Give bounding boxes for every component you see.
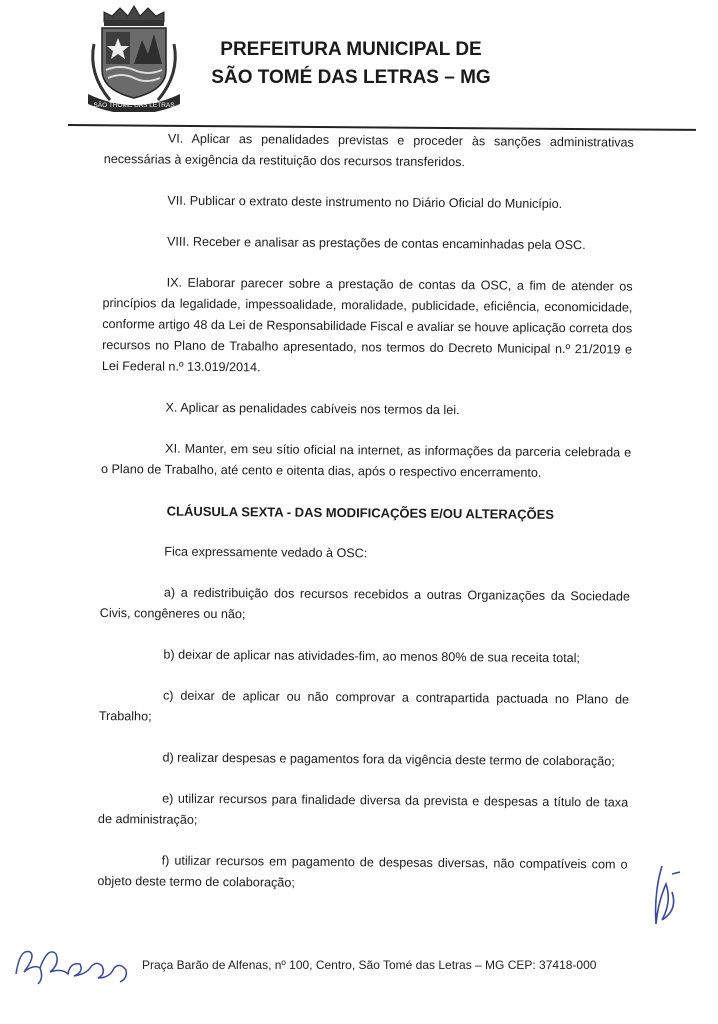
item-b: b) deixar de aplicar nas atividades-fim, ao menos 80% de sua receita total; bbox=[163, 647, 580, 666]
paragraph-x: X. Aplicar as penalidades cabíveis nos termos da lei. bbox=[165, 400, 460, 418]
header-title-line1: PREFEITURA MUNICIPAL DE bbox=[220, 39, 482, 60]
municipal-coat-of-arms bbox=[80, 4, 188, 112]
item-f: f) utilizar recursos em pagamento de despesas diversas, não compatíveis com o objeto deste termo de colaboração; bbox=[97, 853, 628, 890]
paragraph-vi: VI. Aplicar as penalidades previstas e proceder às sanções administrativas necessárias à exigência da restituição dos recursos transferidos. bbox=[103, 131, 634, 170]
section-heading: CLÁUSULA SEXTA - DAS MODIFICAÇÕES E/OU ALTERAÇÕES bbox=[166, 503, 555, 522]
paragraph-vii: VII. Publicar o extrato deste instrumento no Diário Oficial do Município. bbox=[167, 193, 563, 212]
paragraph-ix: IX. Elaborar parecer sobre a prestação de contas da OSC, a fim de atender os princípios da legalidade, impessoalidade, moralidade, publicidade, eficiência, economicidade, conforme artigo 48 da Lei de Responsabilidade Fiscal e avaliar se houve aplicação correta dos recursos no Plano de Trabalho apresentado, nos termos do Decreto Municipal n.º 21/2019 e Lei Federal n.º 13.019/2014. bbox=[101, 275, 633, 375]
header-title-line2: SÃO TOMÉ DAS LETRAS – MG bbox=[211, 67, 491, 88]
crest-ribbon-text: SÃO THOMÉ DAS LETRAS bbox=[93, 102, 175, 109]
paragraph-viii: VIII. Receber e analisar as prestações de contas encaminhadas pela OSC. bbox=[166, 234, 586, 253]
signature-left bbox=[10, 938, 140, 994]
intro-paragraph: Fica expressamente vedado à OSC: bbox=[164, 544, 368, 561]
paragraph-xi: XI. Manter, em seu sítio oficial na internet, as informações da parceria celebrada e o Plano de Trabalho, até cento e oitenta dias, após o respectivo encerramento. bbox=[100, 441, 632, 480]
signature-initials-right bbox=[632, 862, 688, 932]
item-c: c) deixar de aplicar ou não comprovar a contrapartida pactuada no Plano de Trabalho; bbox=[98, 688, 630, 724]
item-d: d) realizar despesas e pagamentos fora da vigência deste termo de colaboração; bbox=[162, 750, 615, 769]
item-e: e) utilizar recursos para finalidade diversa da prevista e despesas a título de taxa de administração; bbox=[97, 791, 629, 827]
header-title bbox=[196, 36, 506, 92]
document-body bbox=[97, 128, 634, 897]
item-a: a) a redistribuição dos recursos recebidos a outras Organizações da Sociedade Civis, congêneres ou não; bbox=[99, 585, 630, 622]
footer-address: Praça Barão de Alfenas, nº 100, Centro, São Tomé das Letras – MG CEP: 37418-000 bbox=[142, 958, 597, 972]
